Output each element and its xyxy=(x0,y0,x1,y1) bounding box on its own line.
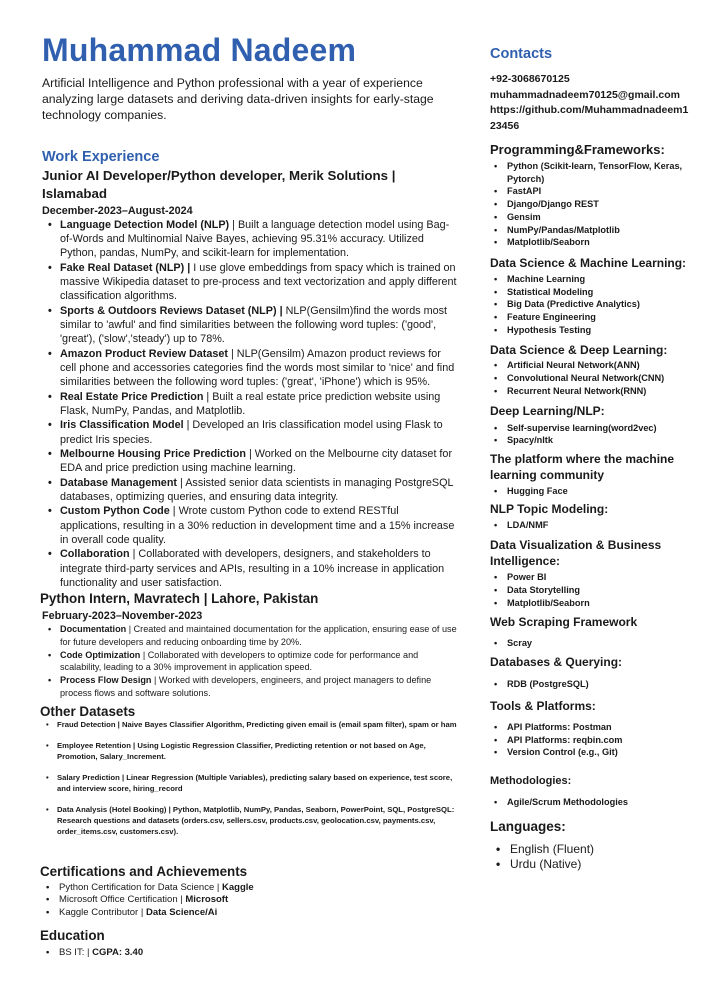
skills-list xyxy=(490,359,690,397)
skills-list xyxy=(490,273,690,337)
skills-list xyxy=(490,422,690,447)
right-column xyxy=(490,46,690,873)
skills-list xyxy=(490,160,690,249)
list-item: • Python (Scikit-learn, TensorFlow, Keras, Pytorch) xyxy=(490,160,690,185)
skills-heading: Data Science & Machine Learning: xyxy=(490,255,687,270)
other-datasets-list xyxy=(40,719,460,837)
list-item: • Fake Real Dataset (NLP) | I use glove embeddings from spacy which is trained on massive Wikipedia dataset to pre-process and text vectorization and apply different classification algorithms. xyxy=(40,261,460,304)
list-item: • FastAPI xyxy=(490,185,690,198)
list-item: • Feature Engineering xyxy=(490,311,690,324)
list-item: • Salary Prediction | Linear Regression (Multiple Variables), predicting salary based on experience, test score, and interview score, hiring_record xyxy=(40,772,460,794)
list-item: • Database Management | Assisted senior data scientists in managing PostgreSQL databases, optimizing queries, and ensuring data integrity. xyxy=(40,476,460,504)
list-item: • Process Flow Design | Worked with developers, engineers, and project managers to define process flows and software solutions. xyxy=(40,674,460,700)
skills-heading: NLP Topic Modeling: xyxy=(490,501,609,516)
list-item: • Real Estate Price Prediction | Built a real estate price prediction website using Flask, NumPy, Pandas, and Matplotlib. xyxy=(40,390,460,418)
skills-list xyxy=(490,796,690,809)
skills-heading: Databases & Querying: xyxy=(490,655,623,670)
skills-list xyxy=(490,571,690,609)
list-item: • Machine Learning xyxy=(490,273,690,286)
skills-heading: Data Science & Deep Learning: xyxy=(490,343,668,358)
skills-heading: Data Visualization & Business Intelligence: xyxy=(490,538,662,569)
summary: Artificial Intelligence and Python professional with a year of experience analyzing large datasets and deriving data-driven insights for early-stage technology companies. xyxy=(42,76,434,122)
list-item: • Sports & Outdoors Reviews Dataset (NLP) | NLP(Gensilm)find the words most similar to 'awful' and find similarities between the following word tuples: ('good', 'great'), ('slow','steady') up to 78%. xyxy=(40,304,460,347)
list-item: • Documentation | Created and maintained documentation for the application, ensuring ease of use for future developers and reducing onboarding time by 20%. xyxy=(40,623,460,649)
list-item: • RDB (PostgreSQL) xyxy=(490,678,690,691)
list-item: • Convolutional Neural Network(CNN) xyxy=(490,372,690,385)
languages-heading: Languages: xyxy=(490,818,566,834)
list-item: • Spacy/nltk xyxy=(490,434,690,447)
list-item: • Python Certification for Data Science | Kaggle xyxy=(40,882,460,895)
phone-number: +92-3068670125 xyxy=(490,73,570,85)
intern-achievements xyxy=(40,623,460,700)
list-item: • Kaggle Contributor | Data Science/Ai xyxy=(40,907,460,920)
github-link[interactable]: https://github.com/Muhammadnadeem123456 xyxy=(490,104,689,132)
work-experience-heading: Work Experience xyxy=(42,149,160,165)
list-item: • Language Detection Model (NLP) | Built a language detection model using Bag-of-Words and Multinomial Naive Bayes, achieving 95.31% accuracy. Utilized Python, pandas, NumPy, and scikit-learn for implementation. xyxy=(40,218,460,261)
list-item: • Power BI xyxy=(490,571,690,584)
skills-list xyxy=(490,485,690,498)
list-item: • Matplotlib/Seaborn xyxy=(490,236,690,249)
list-item: • Employee Retention | Using Logistic Regression Classifier, Predicting retention or not based on Age, Promotion, Salary_Increment. xyxy=(40,740,460,762)
skills-heading: Methodologies: xyxy=(490,774,572,787)
list-item: • English (Fluent) xyxy=(490,842,690,858)
other-datasets-heading: Other Datasets xyxy=(40,703,136,719)
intern-dates: February-2023–November-2023 xyxy=(42,609,203,622)
list-item: • Self-supervise learning(word2vec) xyxy=(490,422,690,435)
list-item: • Scray xyxy=(490,637,690,650)
list-item: • Urdu (Native) xyxy=(490,857,690,873)
list-item: • Gensim xyxy=(490,211,690,224)
list-item: • API Platforms: Postman xyxy=(490,721,690,734)
skills-list xyxy=(490,637,690,650)
list-item: • Big Data (Predictive Analytics) xyxy=(490,298,690,311)
list-item: • Statistical Modeling xyxy=(490,286,690,299)
list-item: • Amazon Product Review Dataset | NLP(Gensilm) Amazon product reviews for cell phone and accessories categories find the words most similar to 'nice' and find similarities between the following word tuples: ('great', 'iPhone') which is 95%. xyxy=(40,347,460,390)
skills-heading: Tools & Platforms: xyxy=(490,698,596,713)
left-column xyxy=(40,32,460,960)
job-achievements xyxy=(40,218,460,590)
certifications-heading: Certifications and Achievements xyxy=(40,863,248,879)
list-item: • Microsoft Office Certification | Microsoft xyxy=(40,894,460,907)
skills-list xyxy=(490,519,690,532)
list-item: • Artificial Neural Network(ANN) xyxy=(490,359,690,372)
skills-heading: The platform where the machine learning community xyxy=(490,451,675,482)
list-item: • Iris Classification Model | Developed an Iris classification model using Flask to predict Iris species. xyxy=(40,418,460,446)
job-title: Junior AI Developer/Python developer, Merik Solutions | Islamabad xyxy=(42,168,396,201)
list-item: • Data Analysis (Hotel Booking) | Python, Matplotlib, NumPy, Pandas, Seaborn, PowerPoint, SQL, PostgreSQL: Research questions and datasets (orders.csv, sellers.csv, products.csv, geolocation.csv, payments.csv, order_items.csv, customers.csv). xyxy=(40,804,460,837)
list-item: • Hugging Face xyxy=(490,485,690,498)
certifications-list xyxy=(40,882,460,920)
list-item: • Collaboration | Collaborated with developers, designers, and stakeholders to integrate third-party services and APIs, resulting in a 10% increase in application functionality and user satisfaction. xyxy=(40,547,460,590)
skills-heading: Web Scraping Framework xyxy=(490,615,638,630)
list-item: • Version Control (e.g., Git) xyxy=(490,746,690,759)
education-heading: Education xyxy=(40,928,105,944)
intern-title: Python Intern, Mavratech | Lahore, Pakistan xyxy=(40,590,319,606)
education-list xyxy=(40,947,460,960)
candidate-name: Muhammad Nadeem xyxy=(42,32,357,68)
list-item: • Agile/Scrum Methodologies xyxy=(490,796,690,809)
list-item: • LDA/NMF xyxy=(490,519,690,532)
languages-list xyxy=(490,842,690,873)
list-item: • API Platforms: reqbin.com xyxy=(490,734,690,747)
list-item: • Code Optimization | Collaborated with developers to optimize code for performance and scalability, leading to a 30% improvement in application speed. xyxy=(40,649,460,675)
list-item: • Custom Python Code | Wrote custom Python code to extend RESTful applications, resulting in a 30% reduction in development time and a 15% increase in overall code quality. xyxy=(40,504,460,547)
list-item: • Hypothesis Testing xyxy=(490,324,690,337)
list-item: • BS IT: | CGPA: 3.40 xyxy=(40,947,460,960)
skills-list xyxy=(490,678,690,691)
list-item: • Melbourne Housing Price Prediction | Worked on the Melbourne city dataset for EDA and price prediction using machine learning. xyxy=(40,447,460,475)
skills-list xyxy=(490,721,690,759)
email-link[interactable]: muhammadnadeem70125@gmail.com xyxy=(490,88,680,101)
contacts-heading: Contacts xyxy=(490,46,553,62)
list-item: • Data Storytelling xyxy=(490,584,690,597)
list-item: • NumPy/Pandas/Matplotlib xyxy=(490,224,690,237)
list-item: • Django/Django REST xyxy=(490,198,690,211)
skills-heading: Deep Learning/NLP: xyxy=(490,403,605,418)
list-item: • Recurrent Neural Network(RNN) xyxy=(490,385,690,398)
list-item: • Fraud Detection | Naive Bayes Classifier Algorithm, Predicting given email is (email spam filter), spam or ham xyxy=(40,719,460,730)
skills-heading: Programming&Frameworks: xyxy=(490,142,665,157)
list-item: • Matplotlib/Seaborn xyxy=(490,597,690,610)
job-dates: December-2023–August-2024 xyxy=(42,205,193,217)
